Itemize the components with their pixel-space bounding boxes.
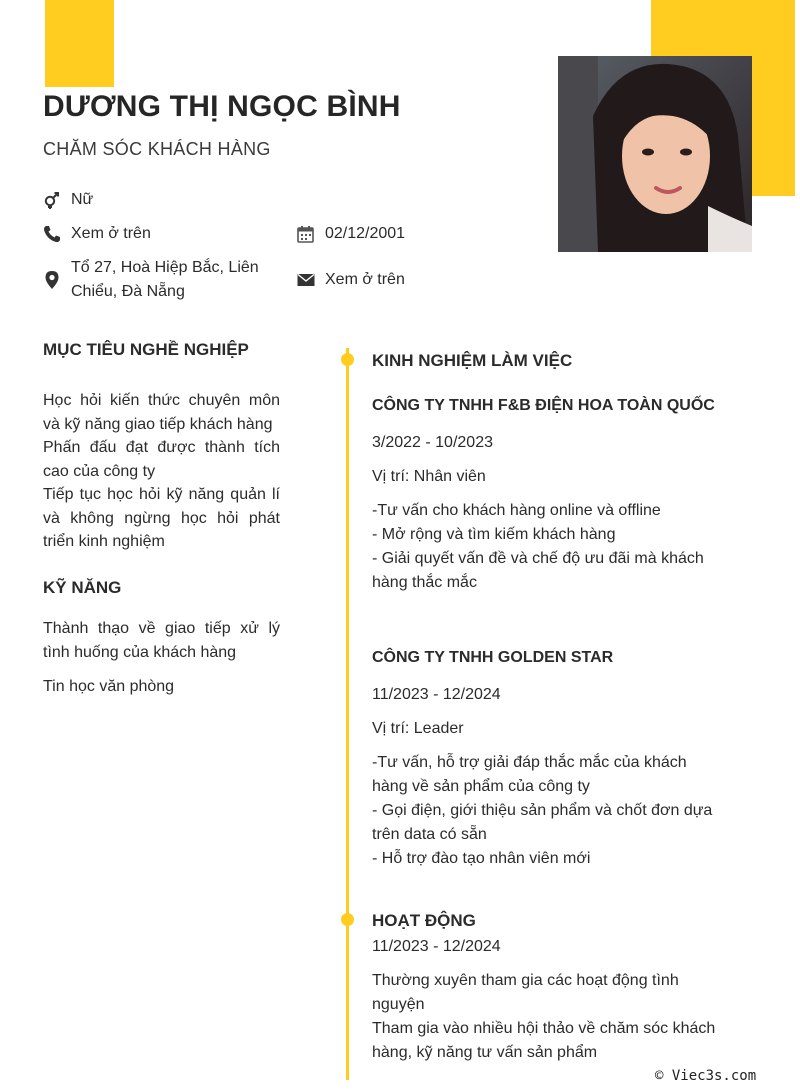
- decor-block-left: [45, 0, 114, 87]
- skills-heading: KỸ NĂNG: [43, 578, 122, 597]
- birthday-row: [297, 222, 405, 246]
- activities-heading: HOẠT ĐỘNG: [372, 911, 476, 930]
- activities-period: 11/2023 - 12/2024: [372, 938, 501, 955]
- activities-entry: [372, 935, 724, 1065]
- phone-value: Xem ở trên: [71, 225, 151, 242]
- company-name: CÔNG TY TNHH F&B ĐIỆN HOA TOÀN QUỐC: [372, 397, 715, 414]
- job-duty: - Mở rộng và tìm kiếm khách hàng: [372, 526, 616, 543]
- job-duty: - Hỗ trợ đào tạo nhân viên mới: [372, 850, 591, 867]
- activity-line: Tham gia vào nhiều hội thảo về chăm sóc khách hàng, kỹ năng tư vấn sản phẩm: [372, 1020, 716, 1061]
- objective-heading: MỤC TIÊU NGHỀ NGHIỆP: [43, 340, 249, 359]
- location-pin-icon: [43, 256, 61, 304]
- gender-value: Nữ: [71, 191, 94, 208]
- job-title: CHĂM SÓC KHÁCH HÀNG: [43, 139, 271, 159]
- profile-photo: [558, 56, 752, 252]
- timeline-dot: [341, 913, 354, 926]
- candidate-name: DƯƠNG THỊ NGỌC BÌNH: [43, 90, 401, 123]
- timeline-dot: [341, 353, 354, 366]
- objective-text: [43, 389, 280, 554]
- calendar-icon: [297, 222, 315, 246]
- birthday-value: 02/12/2001: [325, 225, 406, 242]
- job-position: Vị trí: Leader: [372, 720, 464, 737]
- phone-icon: [43, 222, 61, 246]
- job-position: Vị trí: Nhân viên: [372, 468, 486, 485]
- timeline-line: [346, 348, 349, 1080]
- email-value: Xem ở trên: [325, 271, 405, 288]
- gender-icon: [43, 188, 61, 212]
- job-period: 11/2023 - 12/2024: [372, 686, 501, 703]
- objective-line: Phấn đấu đạt được thành tích cao của công ty: [43, 439, 280, 480]
- experience-heading: KINH NGHIỆM LÀM VIỆC: [372, 351, 573, 370]
- objective-line: Học hỏi kiến thức chuyên môn và kỹ năng giao tiếp khách hàng: [43, 392, 280, 433]
- job-duty: - Gọi điện, giới thiệu sản phẩm và chốt đơn dựa trên data có sẵn: [372, 802, 713, 843]
- address-value: Tổ 27, Hoà Hiệp Bắc, Liên Chiểu, Đà Nẵng: [71, 259, 259, 300]
- email-row: [297, 268, 405, 292]
- job-duty: -Tư vấn, hỗ trợ giải đáp thắc mắc của khách hàng về sản phẩm của công ty: [372, 754, 687, 795]
- skill-item: Thành thạo về giao tiếp xử lý tình huống của khách hàng: [43, 620, 280, 661]
- phone-row: [43, 222, 151, 246]
- gender-row: [43, 188, 93, 212]
- skill-item: Tin học văn phòng: [43, 678, 175, 695]
- job-period: 3/2022 - 10/2023: [372, 434, 493, 451]
- job-duty: -Tư vấn cho khách hàng online và offline: [372, 502, 661, 519]
- company-name: CÔNG TY TNHH GOLDEN STAR: [372, 649, 614, 666]
- copyright-footer: © Viec3s.com: [655, 1068, 757, 1084]
- mail-icon: [297, 268, 315, 292]
- job-entry: [372, 646, 724, 871]
- job-duty: - Giải quyết vấn đề và chế độ ưu đãi mà khách hàng thắc mắc: [372, 550, 704, 591]
- objective-line: Tiếp tục học hỏi kỹ năng quản lí và không ngừng học hỏi phát triển kinh nghiệm: [43, 486, 280, 550]
- address-row: [43, 256, 283, 304]
- job-entry: [372, 394, 724, 595]
- activity-line: Thường xuyên tham gia các hoạt động tình nguyện: [372, 972, 679, 1013]
